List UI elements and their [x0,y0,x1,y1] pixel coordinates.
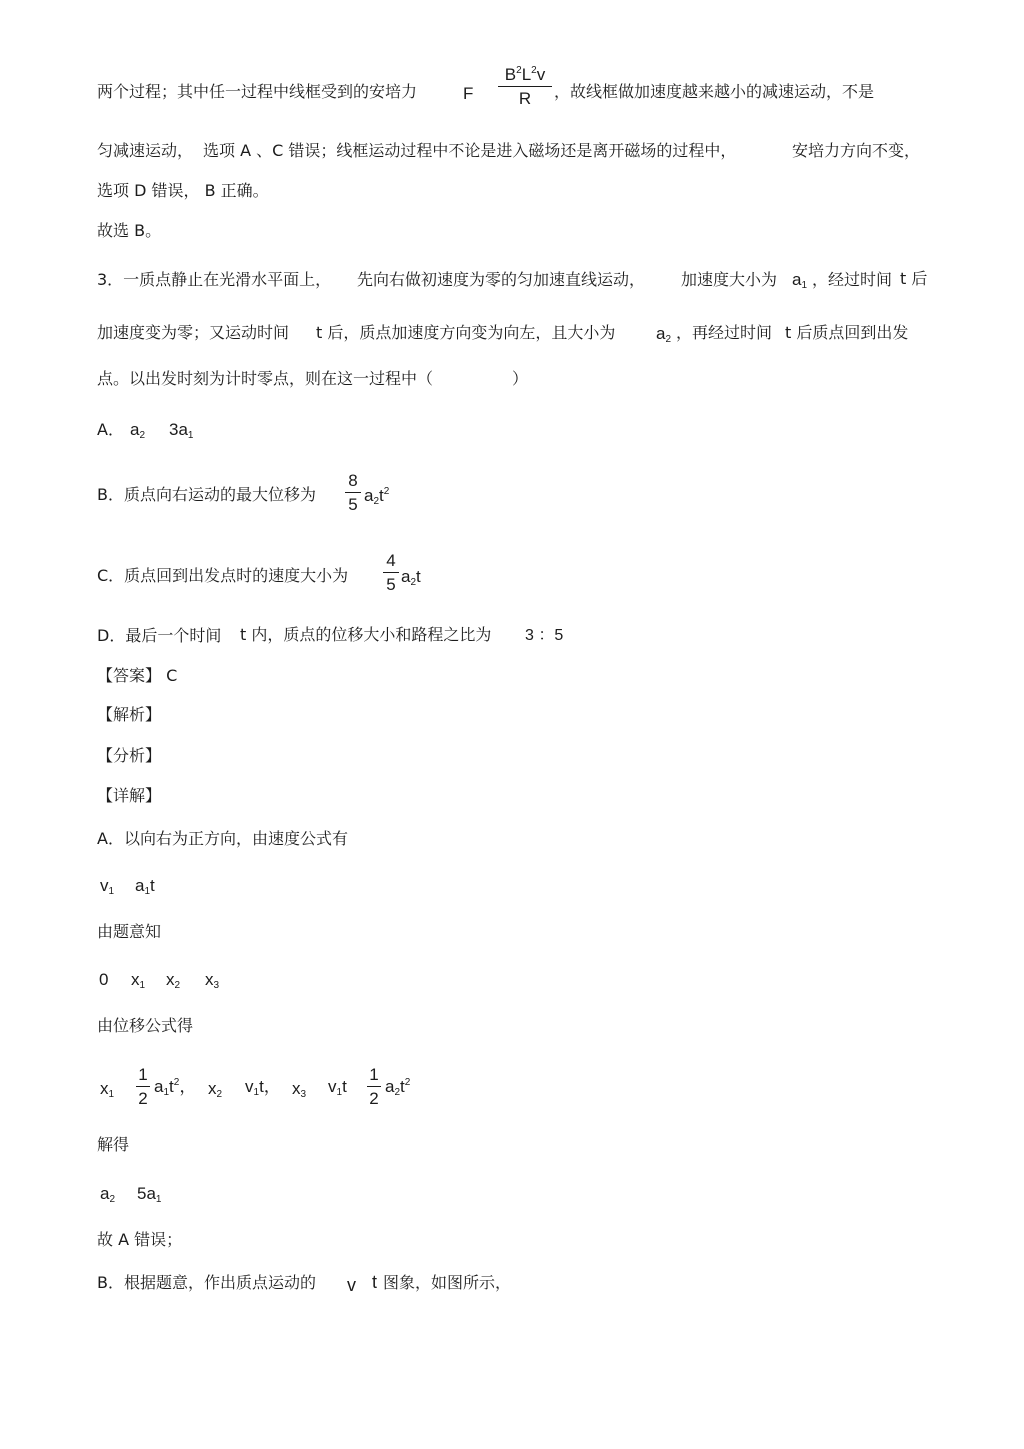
option-C-a2t: $a_2t$ [401,567,421,588]
detail-heading: 【详解】 [97,786,162,805]
eq3-f1-den: 2 [138,1089,148,1108]
frac-exp-2: 2 [531,65,537,76]
option-B-fraction [345,472,361,513]
eq4-a2: $a_2$ [100,1184,116,1205]
intro-line-4: 故选 B。 [97,221,162,240]
frac-B: B [504,65,517,84]
answer-line: 【答案】 C [97,666,178,685]
solution-youti: 由题意知 [97,922,162,941]
eq3-x1: $x_1$ [100,1079,115,1100]
question-3-line-1t: t 后 [900,269,928,288]
eq3-f2-num: 1 [369,1065,379,1084]
option-B-numerator: 8 [348,471,358,490]
intro-line-2c: 安培力方向不变， [792,141,921,160]
option-D-ratio: 3 ：5 [525,627,564,644]
symbol-t: t [372,1272,378,1292]
fraction-bar [498,86,552,87]
intro-line-3: 选项 D 错误， B 正确。 [97,181,269,200]
question-3-line-2d: t 后质点回到出发 [785,323,909,342]
solution-A-wrong: 故 A 错误； [97,1230,183,1249]
question-3-line-3b: ） [512,369,529,388]
formula-F: F [463,84,474,103]
eq-a1t: $a_1t$ [135,876,155,897]
question-3-line-3a: 点。以出发时刻为计时零点，则在这一过程中（ [97,369,434,388]
intro-line-2a: 匀减速运动， [97,141,194,160]
symbol-a1: $a_1$ [792,270,808,291]
intro-line-2b: 选项 A 、C 错误；线框运动过程中不论是进入磁场还是离开磁场的过程中， [203,141,737,160]
option-B-a2t2: $a_2t^2$ [364,486,390,507]
solution-B-tail: 图象，如图所示， [383,1273,512,1292]
eq3-a2t2: $a_2t^2$ [385,1077,411,1098]
intro-line-1: 两个过程；其中任一过程中线框受到的安培力 [97,82,418,101]
question-3-line-1d: ，经过时间 [812,270,893,289]
option-A-a2: $a_2$ [130,420,146,441]
eq-x1: $x_1$ [131,970,146,991]
option-B-label: B．质点向右运动的最大位移为 [97,485,316,504]
eq3-fraction-2 [367,1066,381,1107]
question-3-line-2a: 加速度变为零；又运动时间 [97,323,290,342]
frac-L: L [521,65,532,84]
solution-A-intro: A．以向右为正方向，由速度公式有 [97,829,348,848]
eq4-5a1: $5a_1$ [137,1184,162,1205]
option-A-label: A． [97,420,124,439]
eq-x3: $x_3$ [205,970,220,991]
intro-line-1-tail: ，故线框做加速度越来越小的减速运动，不是 [554,82,875,101]
option-D-text: t 内，质点的位移大小和路程之比为 [240,625,492,644]
frac-R: R [518,89,532,108]
eq-x2: $x_2$ [166,970,181,991]
symbol-v: v [347,1275,356,1295]
eq3-f2-den: 2 [369,1089,379,1108]
eq3-a1t2: $a_1t^2$， [154,1077,197,1098]
option-A-3a1: $3a_1$ [169,420,194,441]
analysis-heading: 【解析】 [97,705,162,724]
solution-B-intro: B．根据题意，作出质点运动的 [97,1273,316,1292]
question-3-line-2c: ，再经过时间 [676,323,773,342]
eq3-fraction-1 [136,1066,150,1107]
solution-weiyi: 由位移公式得 [97,1016,194,1035]
eq-zero: 0 [99,970,109,989]
eq3-x2: $x_2$ [208,1079,223,1100]
option-C-fraction [383,552,399,593]
option-C-denominator: 5 [386,575,396,594]
eq3-v1t-2: $v_1t$ [328,1077,347,1098]
eq-v1: $v_1$ [100,876,115,897]
eq3-v1t: $v_1t$， [245,1077,281,1098]
frac-v: v [536,65,546,84]
question-3-line-1c: 加速度大小为 [681,270,778,289]
fenxi-heading: 【分析】 [97,746,162,765]
option-D-label: D．最后一个时间 [97,626,222,645]
eq3-f1-num: 1 [138,1065,148,1084]
option-C-numerator: 4 [386,551,396,570]
frac-exp-1: 2 [516,65,522,76]
solution-jiede: 解得 [97,1135,130,1154]
formula-ampere-fraction [498,66,552,107]
symbol-a2: $a_2$ [656,324,672,345]
question-3-line-1b: 先向右做初速度为零的匀加速直线运动， [357,270,646,289]
option-C-label: C．质点回到出发点时的速度大小为 [97,566,349,585]
eq3-x3: $x_3$ [292,1079,307,1100]
question-3-line-1a: 3．一质点静止在光滑水平面上， [97,270,332,289]
question-3-line-2b: t 后，质点加速度方向变为向左，且大小为 [316,323,616,342]
option-B-denominator: 5 [348,495,358,514]
